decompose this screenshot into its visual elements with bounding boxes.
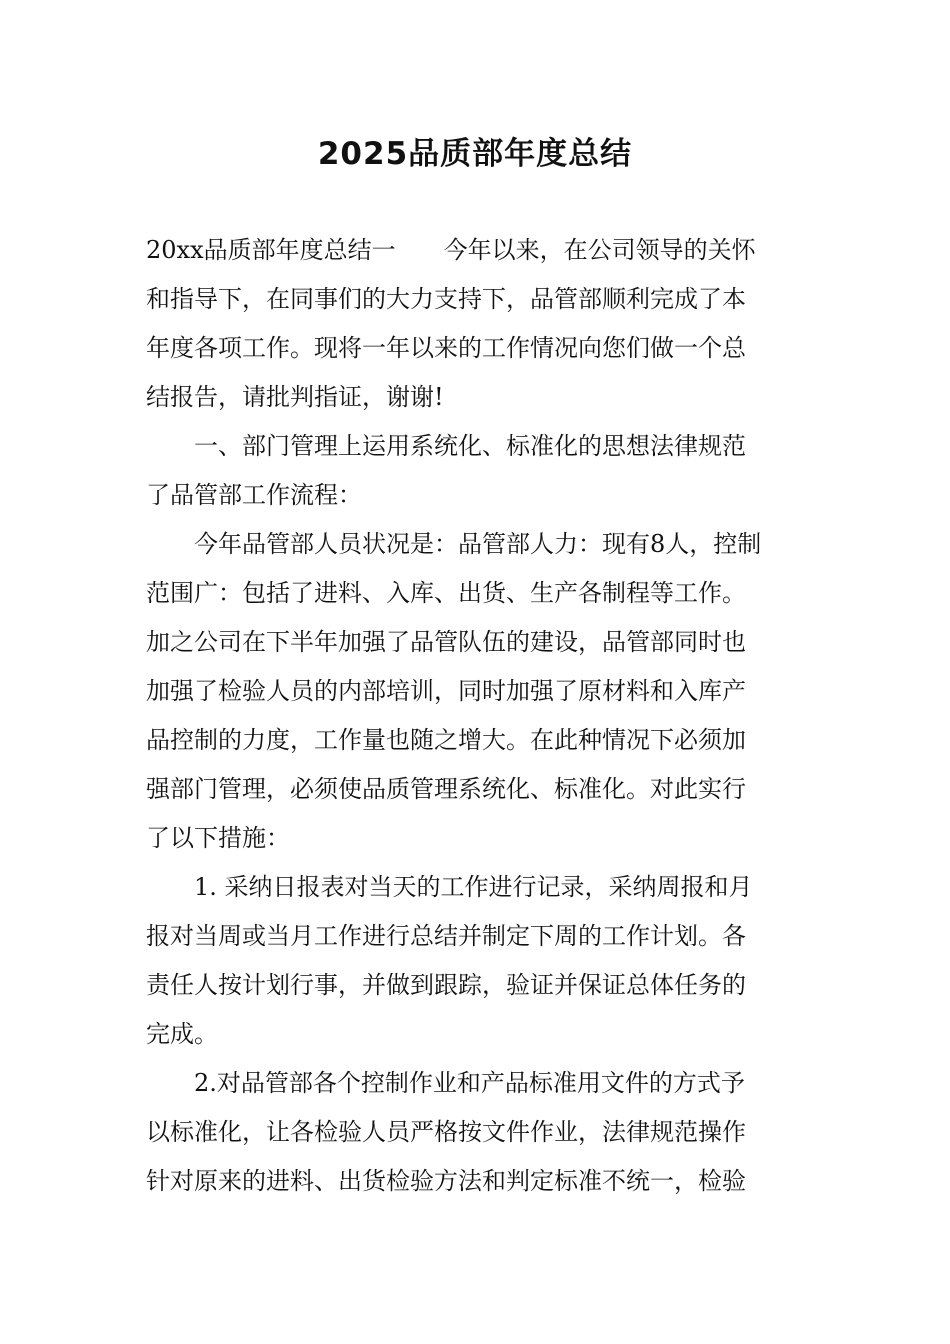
text-line: 和指导下，在同事们的大力支持下，品管部顺利完成了本	[146, 285, 746, 313]
text-line: 了品管部工作流程：	[146, 481, 362, 509]
list-item-line: 2.对品管部各个控制作业和产品标准用文件的方式予	[146, 1069, 745, 1097]
text-line: 报对当周或当月工作进行总结并制定下周的工作计划。各	[146, 922, 746, 950]
document-body	[146, 226, 806, 1206]
page-title: 2025品质部年度总结	[317, 136, 633, 172]
text-line: 以标准化，让各检验人员严格按文件作业，法律规范操作	[146, 1118, 746, 1146]
text-line: 范围广：包括了进料、入库、出货、生产各制程等工作。	[146, 579, 746, 607]
text-line: 加之公司在下半年加强了品管队伍的建设，品管部同时也	[146, 628, 746, 656]
text-line: 结报告，请批判指证，谢谢!	[146, 383, 444, 411]
text-line: 针对原来的进料、出货检验方法和判定标准不统一，检验	[146, 1167, 746, 1195]
text-line: 责任人按计划行事，并做到跟踪，验证并保证总体任务的	[146, 971, 746, 999]
text-line: 今年品管部人员状况是：品管部人力：现有8人，控制	[146, 530, 762, 558]
text-line: 加强了检验人员的内部培训，同时加强了原材料和入库产	[146, 677, 746, 705]
text-line: 了以下措施：	[146, 824, 290, 852]
text-line: 年度各项工作。现将一年以来的工作情况向您们做一个总	[146, 334, 746, 362]
section-heading: 一、部门管理上运用系统化、标准化的思想法律规范	[146, 432, 746, 460]
text-line: 品控制的力度，工作量也随之增大。在此种情况下必须加	[146, 726, 746, 754]
list-item-line: 1. 采纳日报表对当天的工作进行记录，采纳周报和月	[146, 873, 753, 901]
text-line: 20xx品质部年度总结一 今年以来，在公司领导的关怀	[146, 236, 756, 264]
text-line: 强部门管理，必须使品质管理系统化、标准化。对此实行	[146, 775, 746, 803]
text-line: 完成。	[146, 1020, 218, 1048]
